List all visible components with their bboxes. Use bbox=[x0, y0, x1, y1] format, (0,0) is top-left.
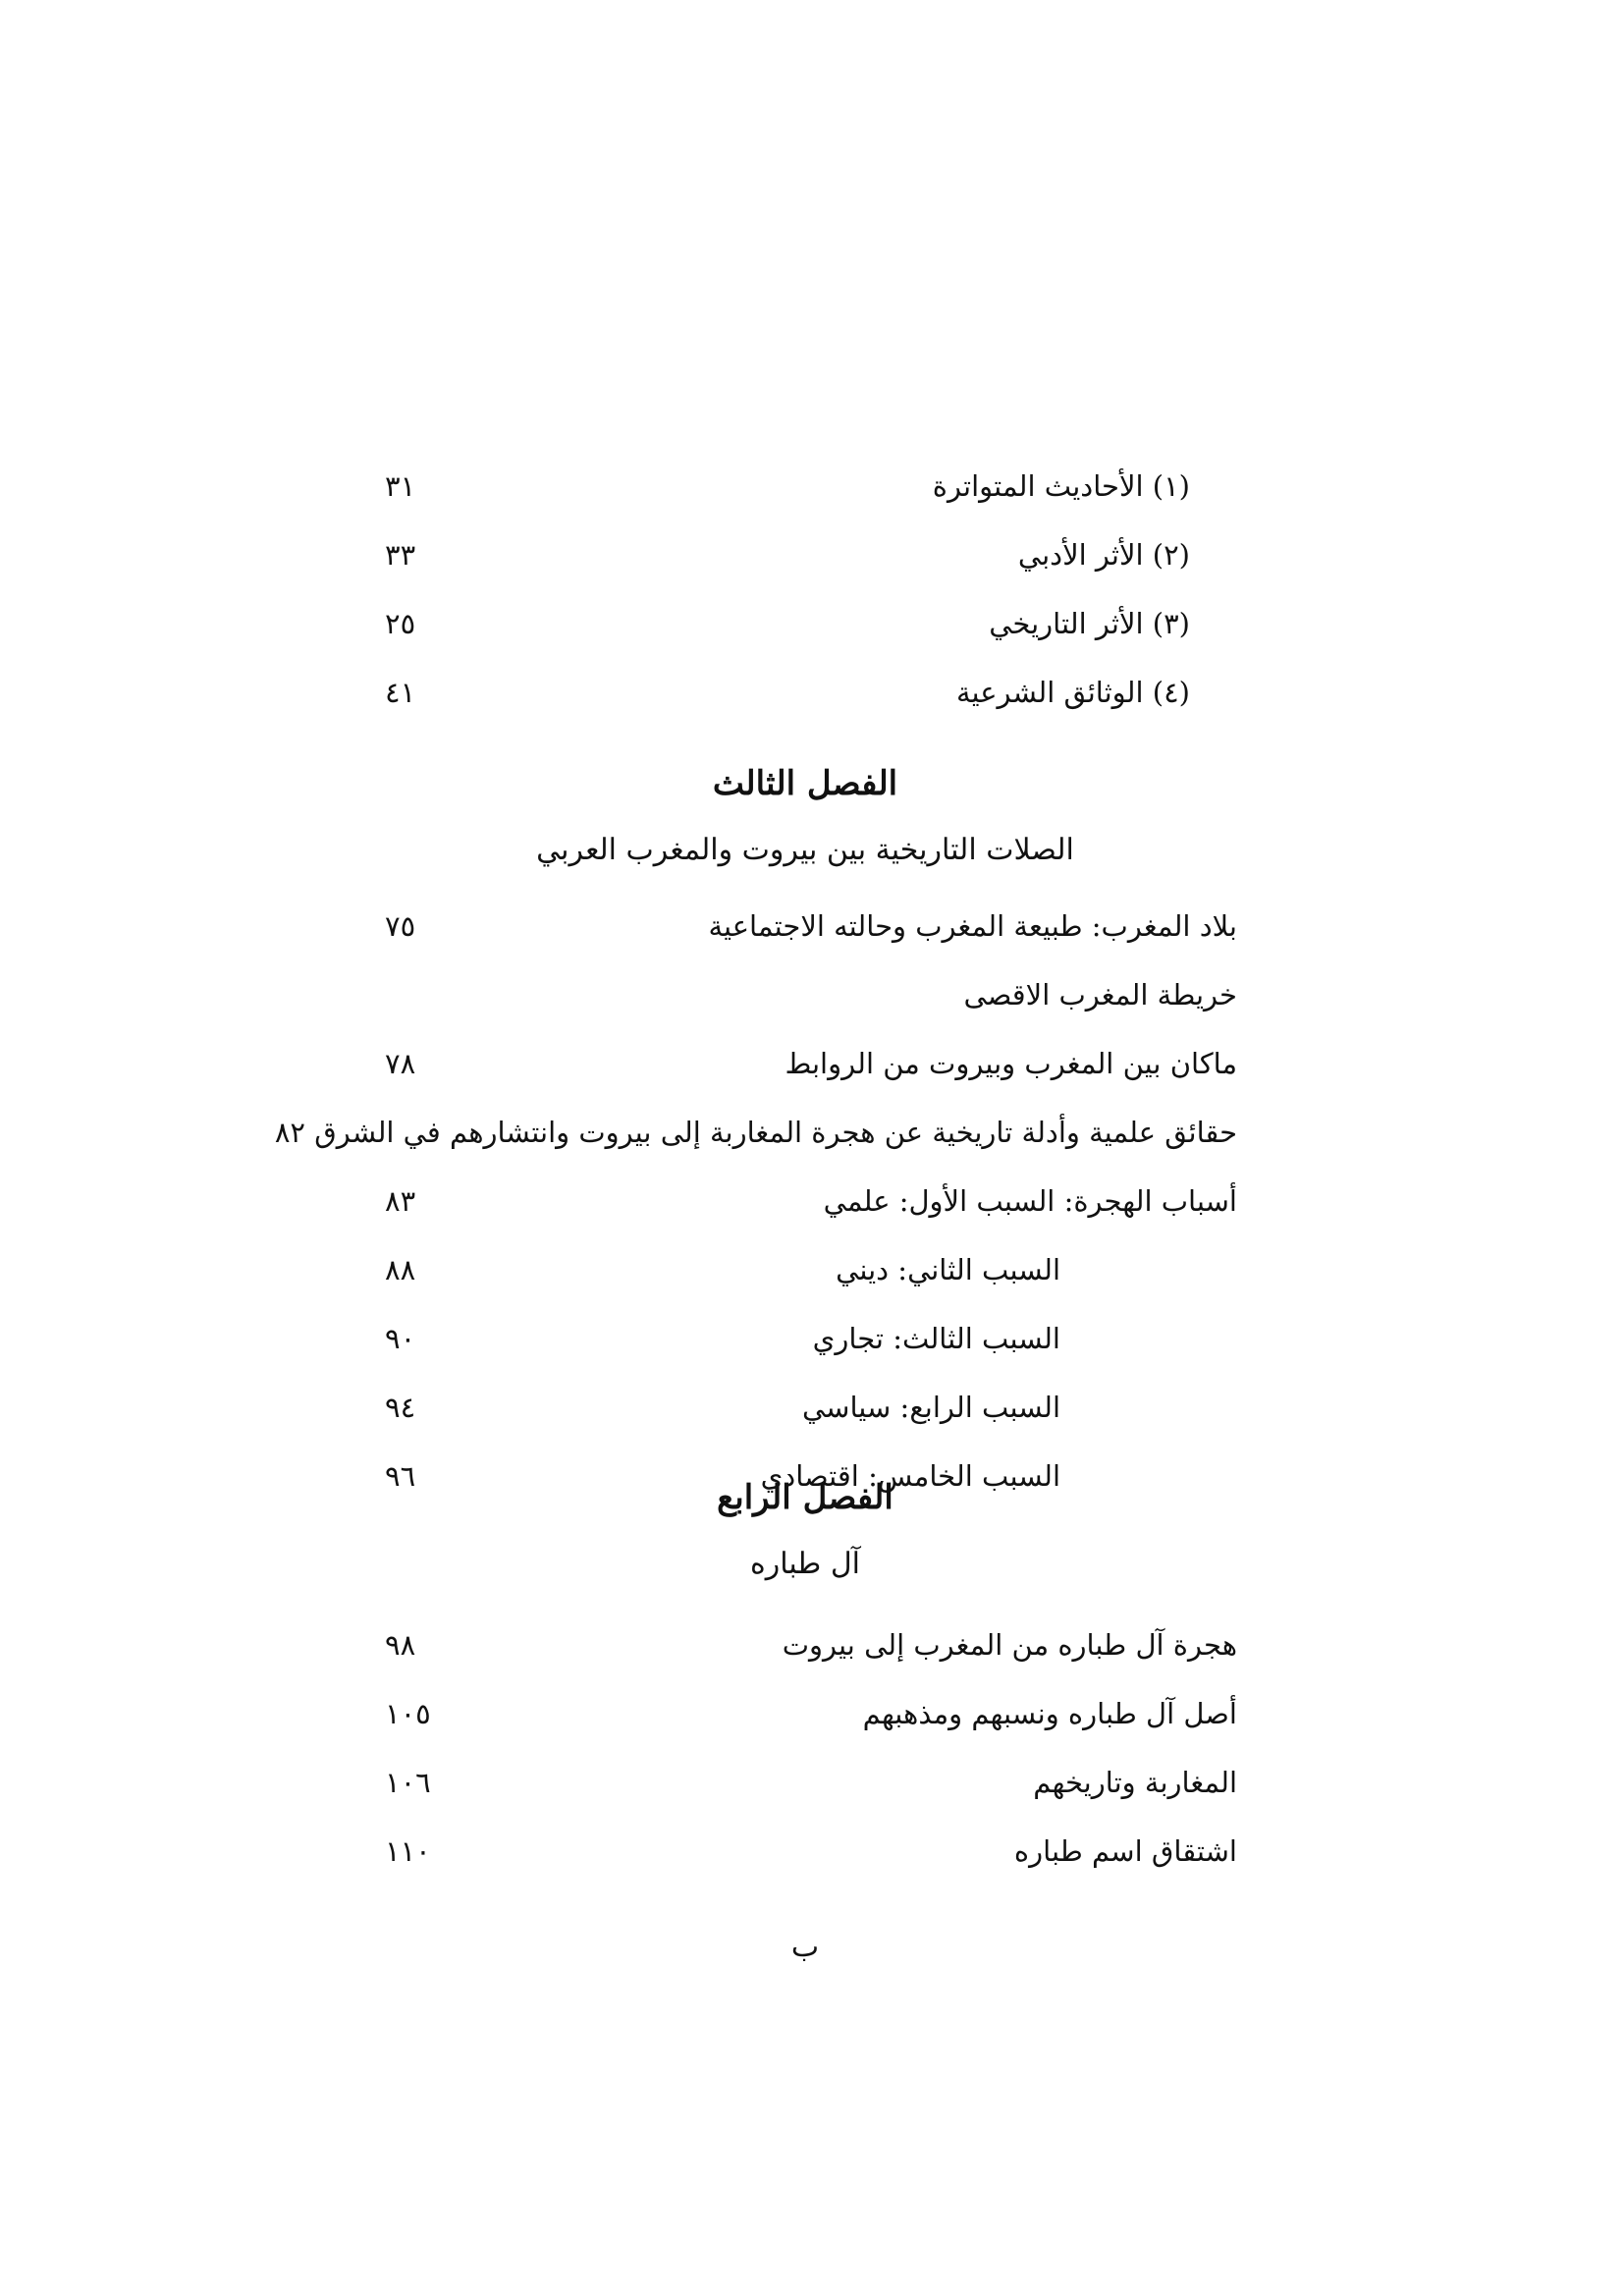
toc-entry-page: ٩٤ bbox=[385, 1391, 416, 1424]
toc-entry bbox=[373, 1817, 1237, 1886]
chapter-heading: الفصل الثالث bbox=[712, 764, 898, 803]
toc-entry-title: خريطة المغرب الاقصى bbox=[963, 978, 1237, 1011]
toc-entry-page: ٨٣ bbox=[385, 1184, 416, 1218]
toc-entry-page: ٣٣ bbox=[385, 538, 416, 572]
toc-entry-page: ٩٠ bbox=[385, 1322, 416, 1355]
toc-entry-page: ٧٨ bbox=[385, 1047, 416, 1080]
chapter-heading: الفصل الرابع bbox=[717, 1478, 893, 1517]
toc-entry-title: السبب الثاني: ديني bbox=[836, 1253, 1060, 1286]
toc-entry-page: ٨٨ bbox=[385, 1253, 416, 1286]
toc-entry bbox=[373, 1304, 1237, 1373]
toc-entry-title: (٣) الأثر التاريخي bbox=[989, 607, 1190, 640]
toc-entry-title: (٢) الأثر الأدبي bbox=[1017, 538, 1190, 572]
toc-entry-page: ١٠٦ bbox=[385, 1766, 431, 1799]
toc-section-chapter4 bbox=[373, 1611, 1237, 1886]
toc-entry-title: السبب الثالث: تجاري bbox=[812, 1322, 1060, 1355]
toc-entry-page: ٤١ bbox=[385, 676, 416, 709]
chapter-subtitle: آل طباره bbox=[750, 1547, 860, 1581]
chapter-subtitle: الصلات التاريخية بين بيروت والمغرب العربي bbox=[536, 833, 1074, 867]
toc-entry-page: ٩٦ bbox=[385, 1459, 416, 1493]
toc-entry-title: بلاد المغرب: طبيعة المغرب وحالته الاجتماعية bbox=[708, 909, 1237, 943]
toc-entry bbox=[373, 960, 1237, 1029]
toc-entry bbox=[373, 1167, 1237, 1235]
toc-entry bbox=[373, 1373, 1237, 1442]
toc-entry bbox=[373, 892, 1237, 960]
toc-entry-title: ماكان بين المغرب وبيروت من الروابط bbox=[785, 1047, 1237, 1080]
toc-entry bbox=[373, 520, 1237, 589]
toc-section-chapter3 bbox=[274, 892, 1237, 1510]
toc-entry-title: اشتقاق اسم طباره bbox=[1013, 1834, 1237, 1868]
toc-entry-page: ٣١ bbox=[385, 469, 416, 503]
toc-entry bbox=[373, 452, 1237, 520]
toc-entry-page: ١١٠ bbox=[385, 1834, 431, 1868]
toc-entry-page: ٧٥ bbox=[385, 909, 416, 943]
toc-entry-page: ٩٨ bbox=[385, 1628, 416, 1662]
toc-entry-title: (٤) الوثائق الشرعية bbox=[955, 676, 1190, 709]
toc-entry bbox=[373, 1235, 1237, 1304]
toc-entry bbox=[373, 1029, 1237, 1098]
toc-entry-title: أسباب الهجرة: السبب الأول: علمي bbox=[823, 1184, 1237, 1218]
toc-entry-page: ٢٥ bbox=[385, 607, 416, 640]
toc-entry bbox=[373, 658, 1237, 727]
toc-entry-title: (١) الأحاديث المتواترة bbox=[932, 469, 1190, 503]
toc-entry-title: السبب الرابع: سياسي bbox=[801, 1391, 1060, 1424]
toc-entry-page: ١٠٥ bbox=[385, 1697, 431, 1730]
toc-entry bbox=[373, 1611, 1237, 1679]
toc-entry bbox=[373, 589, 1237, 658]
page-number: ب bbox=[790, 1930, 820, 1964]
toc-entry-title: المغاربة وتاريخهم bbox=[1033, 1766, 1237, 1799]
toc-entry-title: حقائق علمية وأدلة تاريخية عن هجرة المغاربة إلى بيروت وانتشارهم في الشرق ٨٢ bbox=[274, 1116, 1237, 1149]
toc-entry bbox=[373, 1748, 1237, 1817]
toc-entry-title: السبب الخامس: اقتصادي bbox=[760, 1459, 1060, 1493]
toc-entry bbox=[274, 1098, 1237, 1167]
toc-entry bbox=[373, 1679, 1237, 1748]
toc-section-sources bbox=[373, 452, 1237, 727]
toc-entry-title: أصل آل طباره ونسبهم ومذهبهم bbox=[862, 1697, 1237, 1730]
toc-entry-title: هجرة آل طباره من المغرب إلى بيروت bbox=[782, 1628, 1237, 1662]
